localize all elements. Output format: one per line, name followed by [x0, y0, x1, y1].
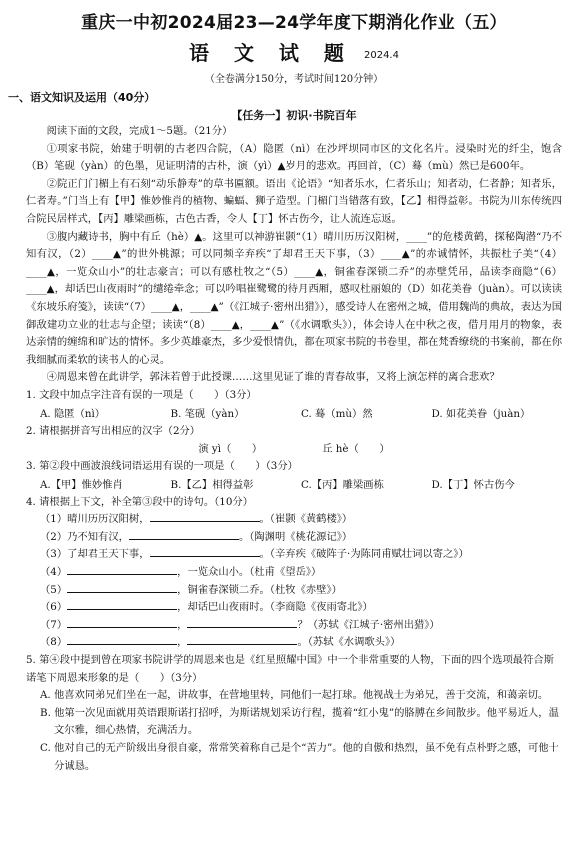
- pinyin-item: 演 yì（ ）: [198, 443, 263, 456]
- question-5-stem: 5. 第④段中提到曾在项家书院讲学的周恩来也是《红星照耀中国》中一个非常重要的人物，下面的四个选项最符合斯诺笔下周恩来形象的是（ ）（3分）: [26, 654, 554, 684]
- poem-pre: （5）: [40, 583, 68, 596]
- paragraph-3: ③腹内藏诗书，胸中有丘（hè）▲。这里可以神游崔颢“（1）晴川历历汉阳树，____”的危楼黄鹤，探秘陶潜“乃不知有汉，（2）____▲”的世外桃源；可以同频辛弃疾“了却君王天下事，（3）____▲”的赤诚情怀，共振杜子美“（4）____▲，一览众山小”的壮志豪言；可以有感杜牧之“（5）____▲，铜雀春深锁二乔”的赤壁凭吊，品读李商隐“（6）____▲，却话巴山夜雨时”的缱绻牵念；可以吟唱崔鹭鹭的待月西厢，感叹杜丽娘的（D）如花美眷（juàn）。可以读读《东坡乐府笺》，读读“（7）____▲，____▲”（《江城子·密州出猎》），感受诗人在密州之城，借用魏尚的典故，表达为国御敌建功立业的壮志与企望；读读“（8）____▲，____▲”（《水调歌头》），体会诗人在中秋之夜，借月用月的物象，表达亲情的缠绵和旷达的情怀。多少英雄豪杰，多少爱恨情仇，都在项家书院的书卷里，都在梵香缭绕的书案前，都在你我细腻而柔软的读书人的心灵。: [26, 230, 562, 366]
- option-d: D.【丁】怀古伤今: [431, 478, 515, 491]
- poem-pre: （4）: [40, 566, 68, 579]
- question-1-stem: 1. 文段中加点字注音有误的一项是（ ）（3分）: [26, 388, 257, 401]
- option-a: A. 隐匿（nì）: [40, 407, 106, 420]
- answer-blank[interactable]: [67, 564, 177, 575]
- exam-date: 2024.4: [363, 50, 399, 61]
- answer-blank[interactable]: [150, 511, 260, 522]
- paragraph-1: ①项家书院，始建于明朝的古老四合院，（A）隐匿（nì）在沙坪坝同市区的文化名片。浸染时光的纤尘，饱含（B）笔砚（yàn）的色墨，见证明清的古朴，演（yì）▲岁月的悲欢。再回首，（C）蓦（mù）然已是600年。: [26, 142, 562, 173]
- poem-line-6: [40, 599, 562, 617]
- poem-post: ，却话巴山夜雨时。（李商隐《夜雨寄北》）: [177, 601, 373, 614]
- poem-pre: （8）: [40, 636, 68, 649]
- poem-pre: （7）: [40, 618, 68, 631]
- answer-blank[interactable]: [187, 634, 297, 645]
- poem-post: ，一览众山小。（杜甫《望岳》）: [177, 566, 322, 579]
- answer-blank[interactable]: [67, 582, 177, 593]
- option-d: D. 如花美眷（juàn）: [431, 407, 531, 420]
- poem-pre: （3）了却君王天下事，: [40, 548, 150, 561]
- option-b: B. 笔砚（yàn）: [170, 407, 245, 420]
- poem-post: 。（苏轼《水调歌头》）: [297, 636, 401, 649]
- poem-post: ？（苏轼《江城子·密州出猎》）: [297, 618, 440, 631]
- task-heading: 【任务一】初识·书院百年: [231, 109, 357, 122]
- subtitle-row: [26, 37, 562, 66]
- option-b: B.【乙】相得益彰: [170, 478, 254, 491]
- option-c: C. 他对自己的无产阶级出身很自豪，常常笑着称自己是个“苦力”。他的自傲和热烈，虽不免有点朴野之感，可他十分诚恳。: [40, 742, 559, 772]
- poem-line-5: [40, 582, 562, 600]
- pinyin-items: [26, 440, 562, 458]
- question-4-stem: 4. 请根据上下文，补全第③段中的诗句。（10分）: [26, 495, 253, 508]
- section-heading: 一、语文知识及运用（40分）: [8, 91, 156, 104]
- poem-post: 。（陶渊明《桃花源记》）: [238, 530, 353, 543]
- poem-line-3: [40, 546, 562, 564]
- paragraph-2: ②院正门门楣上有石刻“动乐静寿”的草书匾额。语出《论语》“知者乐水，仁者乐山；知者动，仁者静；知者乐，仁者寿。”门当上有【甲】惟妙惟肖的植物、蝙蝠、狮子造型。门楣门当错落有致，【乙】相得益彰。书院为川东传统四合院民居样式，【丙】雕梁画栋，古色古香，令人【丁】怀古伤今，让人流连忘返。: [26, 177, 562, 225]
- answer-blank[interactable]: [67, 599, 177, 610]
- poem-post: 。（崔颢《黄鹤楼》）: [259, 513, 353, 526]
- option-c: C.【丙】雕梁画栋: [301, 478, 384, 491]
- poem-post: 。（辛弃疾《破阵子·为陈同甫赋壮词以寄之》）: [259, 548, 469, 561]
- answer-blank[interactable]: [67, 617, 177, 628]
- question-3-options: [40, 476, 562, 494]
- poem-line-4: [40, 564, 562, 582]
- poem-line-2: [40, 529, 562, 547]
- poem-line-8: （8） ， 。（苏轼《水调歌头》）: [40, 636, 401, 649]
- question-1-options: [40, 405, 562, 423]
- answer-blank[interactable]: [187, 617, 297, 628]
- poem-pre: （2）乃不知有汉，: [40, 530, 129, 543]
- exam-subtitle: 语 文 试 题: [189, 41, 353, 65]
- exam-info: （全卷满分150分，考试时间120分钟）: [204, 74, 384, 85]
- question-2-stem: 2. 请根据拼音写出相应的汉字（2分）: [26, 424, 201, 437]
- exam-title: 重庆一中初2024届23—24学年度下期消化作业（五）: [81, 13, 507, 33]
- poem-line-1: [40, 511, 562, 529]
- answer-blank[interactable]: [67, 634, 177, 645]
- poem-pre: （6）: [40, 601, 68, 614]
- pinyin-item: 丘 hè（ ）: [322, 443, 390, 456]
- reading-intro: 阅读下面的文段，完成1～5题。（21分）: [46, 125, 233, 137]
- poem-line-7: （7） ， ？（苏轼《江城子·密州出猎》）: [40, 618, 440, 631]
- answer-blank[interactable]: [150, 546, 260, 557]
- option-c: C. 蓦（mù）然: [301, 407, 373, 420]
- answer-blank[interactable]: [129, 529, 239, 540]
- poem-pre: （1）晴川历历汉阳树，: [40, 513, 150, 526]
- option-a: A. 他喜欢同弟兄们坐在一起，讲故事，在营地里转，同他们一起打球。他视战士为弟兄，善于交流，和蔼亲切。: [40, 689, 549, 702]
- poem-post: ，铜雀春深锁二乔。（杜牧《赤壁》）: [177, 583, 342, 596]
- paragraph-4: ④周恩来曾在此讲学，郭沫若曾于此授课……这里见证了谁的青春故事，又将上演怎样的离合悲欢？: [46, 371, 500, 384]
- option-b: B. 他第一次见面就用英语跟斯诺打招呼，为斯诺规划采访行程，揽着“红小鬼”的胳膊在乡间散步。他平易近人，温文尔雅，细心热情，充满活力。: [40, 706, 559, 737]
- question-3-stem: 3. 第②段中画波浪线词语运用有误的一项是（ ）（3分）: [26, 460, 298, 473]
- option-a: A.【甲】惟妙惟肖: [40, 478, 123, 491]
